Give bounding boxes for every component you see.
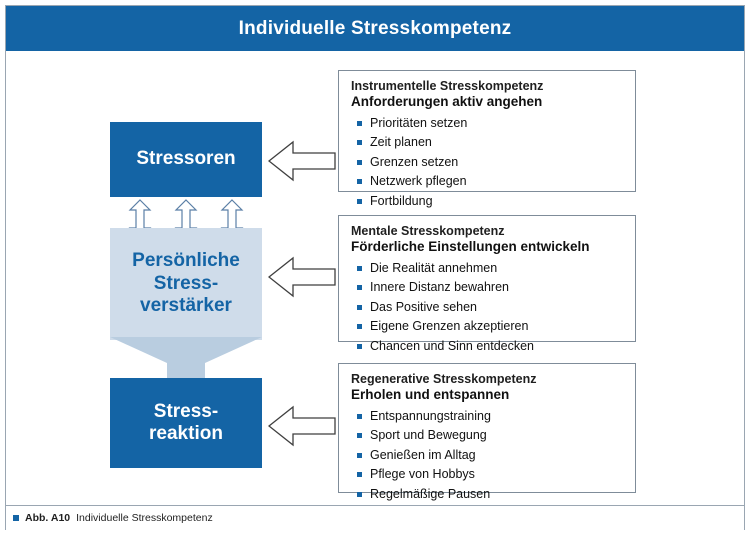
block-verstaerker-line2: Stress- bbox=[153, 272, 219, 294]
panel-regenerative-stresskompetenz bbox=[338, 363, 636, 501]
list-item: Fortbildung bbox=[357, 192, 625, 211]
left-arrow-icon-2 bbox=[268, 256, 336, 298]
list-item: Regelmäßige Pausen bbox=[357, 485, 625, 504]
block-persoenliche-stressverstaerker bbox=[110, 228, 262, 340]
block-verstaerker-line1: Persönliche bbox=[132, 250, 240, 272]
panel-mentale-stresskompetenz bbox=[338, 215, 636, 353]
list-item: Pflege von Hobbys bbox=[357, 465, 625, 484]
figure-caption bbox=[6, 505, 744, 530]
page-title: Individuelle Stresskompetenz bbox=[238, 17, 512, 39]
list-item: Entspannungstraining bbox=[357, 407, 625, 426]
list-item: Genießen im Alltag bbox=[357, 446, 625, 465]
block-verstaerker-label bbox=[132, 250, 240, 317]
list-item: Grenzen setzen bbox=[357, 153, 625, 172]
list-item: Innere Distanz bewahren bbox=[357, 278, 625, 297]
block-stressoren bbox=[110, 122, 262, 197]
block-reaktion-line1: Stress- bbox=[153, 400, 219, 422]
list-item: Netzwerk pflegen bbox=[357, 172, 625, 191]
block-stressoren-label: Stressoren bbox=[136, 148, 236, 170]
figure-title-bar bbox=[6, 6, 744, 51]
block-verstaerker-line3: verstärker bbox=[140, 295, 232, 317]
list-item: Die Realität annehmen bbox=[357, 259, 625, 278]
block-stressreaktion bbox=[110, 378, 262, 468]
block-reaktion-label bbox=[149, 401, 223, 446]
list-item: Zeit planen bbox=[357, 133, 625, 152]
caption-label: Abb. A10 bbox=[25, 512, 71, 524]
panel-3-list bbox=[351, 407, 625, 504]
block-reaktion-line2: reaktion bbox=[149, 423, 223, 444]
left-arrow-icon-1 bbox=[268, 140, 336, 182]
list-item: Prioritäten setzen bbox=[357, 114, 625, 133]
panel-instrumentelle-stresskompetenz bbox=[338, 70, 636, 208]
panel-1-subheading: Anforderungen aktiv angehen bbox=[351, 94, 543, 109]
caption-text: Individuelle Stresskompetenz bbox=[76, 512, 213, 524]
list-item: Chancen und Sinn entdecken bbox=[357, 337, 625, 356]
panel-1-heading: Instrumentelle Stresskompetenz bbox=[351, 79, 544, 93]
funnel-arrow-icon bbox=[110, 337, 262, 381]
list-item: Sport und Bewegung bbox=[357, 426, 625, 445]
panel-3-subheading: Erholen und entspannen bbox=[351, 387, 510, 402]
panel-1-list bbox=[351, 114, 625, 211]
panel-2-list bbox=[351, 259, 625, 356]
list-item: Eigene Grenzen akzeptieren bbox=[357, 317, 625, 336]
panel-2-subheading: Förderliche Einstellungen entwickeln bbox=[351, 239, 590, 254]
panel-2-heading: Mentale Stresskompetenz bbox=[351, 224, 505, 238]
left-arrow-icon-3 bbox=[268, 405, 336, 447]
panel-3-heading: Regenerative Stresskompetenz bbox=[351, 372, 537, 386]
caption-bullet-icon bbox=[13, 515, 19, 521]
list-item: Das Positive sehen bbox=[357, 298, 625, 317]
